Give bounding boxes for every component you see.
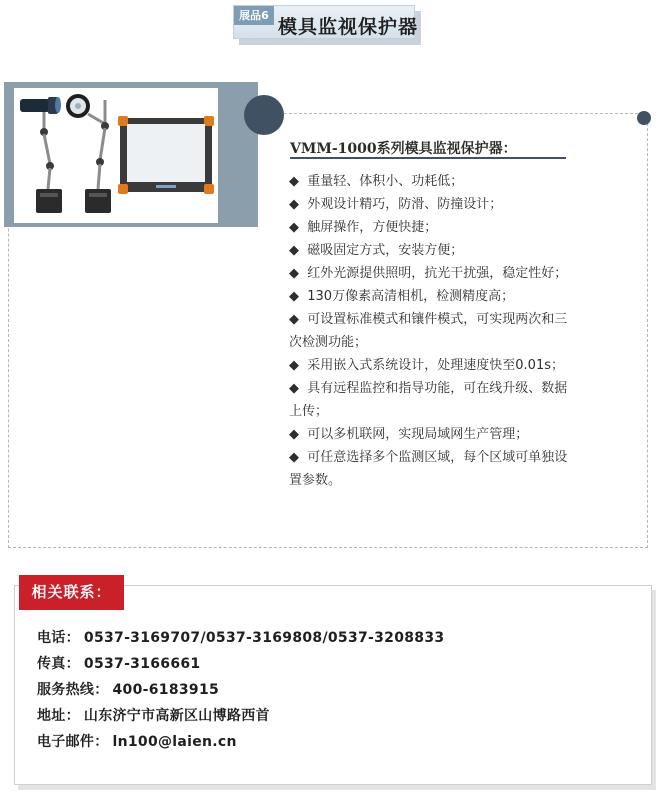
badge-panel: [233, 5, 419, 39]
diamond-bullet-icon: ◆: [289, 174, 299, 189]
heading-underline: [290, 157, 566, 159]
feature-item: ◆ 可设置标准模式和镶件模式，可实现两次和三次检测功能；: [289, 312, 568, 350]
contact-label: 服务热线：: [37, 682, 109, 698]
contact-label: 电话：: [37, 630, 80, 646]
contact-list: [37, 627, 444, 757]
feature-item: ◆ 130万像素高清相机，检测精度高；: [289, 289, 515, 304]
address-value: 山东济宁市高新区山博路西首: [83, 708, 270, 724]
exhibit-title: 模具监视保护器: [278, 16, 419, 38]
product-photo-frame: [4, 82, 258, 227]
hotline-value: 400-6183915: [112, 682, 220, 698]
contact-hotline: [37, 679, 444, 705]
decorative-dot-icon: [637, 111, 651, 125]
feature-item: ◆ 触屏操作，方便快捷；: [289, 220, 438, 235]
contact-fax: [37, 653, 444, 679]
feature-item: ◆ 重量轻、体积小、功耗低；: [289, 174, 464, 189]
contact-label: 传真：: [37, 656, 80, 672]
exhibit-badge: [233, 5, 423, 45]
feature-item: ◆ 可以多机联网，实现局域网生产管理；: [289, 427, 529, 442]
feature-item: ◆ 可任意选择多个监测区域，每个区域可单独设置参数。: [289, 450, 568, 488]
decorative-circle-icon: [244, 95, 284, 135]
diamond-bullet-icon: ◆: [289, 427, 299, 442]
diamond-bullet-icon: ◆: [289, 450, 299, 465]
diamond-bullet-icon: ◆: [289, 220, 299, 235]
diamond-bullet-icon: ◆: [289, 289, 299, 304]
feature-item: ◆ 外观设计精巧，防滑、防撞设计；: [289, 197, 503, 212]
feature-list: [289, 170, 569, 492]
phone-value: 0537-3169707/0537-3169808/0537-3208833: [83, 630, 445, 646]
lamp-stand-icon: [60, 92, 115, 217]
diamond-bullet-icon: ◆: [289, 197, 299, 212]
diamond-bullet-icon: ◆: [289, 312, 299, 327]
diamond-bullet-icon: ◆: [289, 358, 299, 373]
contact-label: 地址：: [37, 708, 80, 724]
touch-monitor-icon: [118, 116, 214, 196]
contact-phone: [37, 627, 444, 653]
contact-address: [37, 705, 444, 731]
feature-item: ◆ 采用嵌入式系统设计，处理速度快至0.01s；: [289, 358, 564, 373]
contact-label: 电子邮件：: [37, 734, 109, 750]
diamond-bullet-icon: ◆: [289, 381, 299, 396]
fax-value: 0537-3166661: [83, 656, 201, 672]
exhibit-number-tag: 展品6: [234, 6, 274, 25]
diamond-bullet-icon: ◆: [289, 266, 299, 281]
contact-tag: 相关联系：: [19, 575, 124, 610]
product-heading: VMM-1000系列模具监视保护器：: [290, 141, 517, 157]
email-value: ln100@laien.cn: [112, 734, 237, 750]
feature-item: ◆ 红外光源提供照明，抗光干扰强，稳定性好；: [289, 266, 568, 281]
diamond-bullet-icon: ◆: [289, 243, 299, 258]
product-photo: [14, 88, 218, 223]
contact-email: [37, 731, 444, 757]
feature-item: ◆ 具有远程监控和指导功能，可在线升级、数据上传；: [289, 381, 568, 419]
feature-item: ◆ 磁吸固定方式，安装方便；: [289, 243, 464, 258]
